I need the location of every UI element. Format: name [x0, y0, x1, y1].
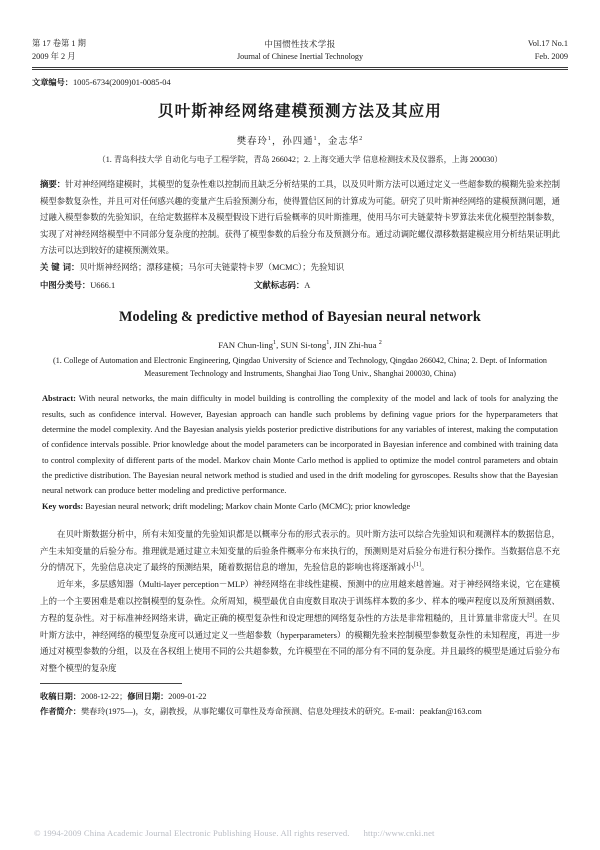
article-number-label: 文章编号：	[32, 77, 73, 88]
body-paragraph-1-tail: 。	[421, 562, 430, 573]
affiliation-cn: （1. 青岛科技大学 自动化与电子工程学院，青岛 266042；2. 上海交通大学 信息检测技术及仪器系，上海 200030）	[97, 155, 503, 165]
date-en: Feb. 2009	[534, 51, 568, 61]
journal-title-cn: 中国惯性技术学报	[264, 39, 336, 49]
author-en-2-affil-marker: 1	[326, 339, 330, 347]
masthead-right	[418, 38, 568, 64]
abstract-cn-label: 摘要：	[40, 179, 66, 190]
revised-date-label: 修回日期：	[127, 691, 169, 702]
clc-number	[40, 277, 254, 294]
author-cn-2-affil-marker: 1	[313, 135, 318, 143]
author-cn-1: 樊春玲	[236, 137, 268, 148]
abstract-en-label: Abstract:	[42, 394, 76, 404]
footnote-dates	[40, 689, 560, 704]
keywords-cn	[32, 259, 568, 276]
received-date-value: 2008-12-22；	[80, 692, 128, 702]
author-en-2: SUN Si-tong	[280, 340, 327, 351]
journal-title-en: Journal of Chinese Inertial Technology	[236, 52, 364, 62]
revised-date-value: 2009-01-22	[168, 692, 207, 702]
abstract-cn-text: 针对神经网络建模时，其模型的复杂性难以控制而且缺乏分析结果的工具，以及贝叶斯方法可以通过定义一些超参数的模糊先验来控制模型参数复杂性，并且可对任何感兴趣的变量产生后验预测分布，使得置信区间的计算成为可能。研究了贝叶斯神经网络的建模预测问题，通过融入模型参数的先验知识，在给定数据样本及模型假设下进行后验概率的贝叶斯推理，使用马尔可夫链蒙特卡罗算法来优化模型控制参数，实现了对神经网络模型中不同部分复杂度的控制。获得了模型参数的后验分布及预测分布。通过动调陀螺仪漂移数据建模应用分析结果证明此方法可以达到较好的建模预测效果。	[40, 180, 561, 255]
author-cn-1-affil-marker: 1	[267, 135, 272, 143]
keywords-en	[32, 499, 568, 514]
affiliation-en: (1. College of Automation and Electronic Engineering, Qingdao University of Science and Technology, Qingdao 266042, China; 2. Dept. of Information Measurement Technology and Instruments, Shanghai Jiao Tong Univ., Shanghai 200030, China)	[53, 356, 547, 379]
author-cn-3-affil-marker: 2	[359, 135, 364, 143]
masthead	[32, 38, 568, 67]
volume-issue-cn: 第 17 卷第 1 期	[32, 39, 86, 48]
author-en-3: JIN Zhi-hua	[333, 340, 379, 351]
keywords-en-label: Key words:	[42, 502, 84, 512]
abstract-en	[32, 391, 568, 498]
authors-en: FAN Chun-ling$^1$, SUN Si-tong$^1$, JIN Zhi-hua $^2$	[218, 339, 382, 351]
author-cn-2: 孙四通	[282, 137, 314, 148]
page-title-cn: 贝叶斯神经网络建模预测方法及其应用	[158, 102, 442, 121]
body-paragraph-2-text-b: 。在贝叶斯方法中，神经网络的模型复杂度可以通过定义一些超参数（hyperparameters）的模糊先验来控制模型参数复杂性的未知程度，再进一步通过对模型参数的分组，以及在各权组上使用不同的公共超参数，允许模型在不同的部分有不同的复杂度。并且最终的模型是通过后验分布对整个模型的复杂度	[40, 612, 560, 674]
document-code-value: A	[304, 280, 311, 290]
cnki-url[interactable]: http://www.cnki.net	[363, 828, 435, 838]
masthead-center	[182, 38, 418, 64]
author-bio-label: 作者简介：	[40, 706, 81, 717]
masthead-divider	[32, 67, 568, 71]
citation-ref-1: [1]	[414, 562, 422, 569]
date-cn: 2009 年 2 月	[32, 51, 76, 61]
body-paragraph-1-text: 在贝叶斯数据分析中，所有未知变量的先验知识都是以概率分布的形式表示的。贝叶斯方法可以综合先验知识和观测样本的数据信息，产生未知变量的后验分布。推理就是通过建立未知变量的后验条件概率分布来执行的，预测则是对后验分布进行积分操作。当数据信息不充分的情况下，先验信息决定了最终的预测结果，随着数据信息的增加，先验信息的影响也将逐渐减小	[40, 528, 560, 573]
article-number-value: 1005-6734(2009)01-0085-04	[72, 78, 171, 88]
masthead-left	[32, 38, 182, 64]
footnote-divider	[40, 683, 182, 684]
keywords-en-text: Bayesian neural network; drift modeling; Markov chain Monte Carlo (MCMC); prior knowledge	[83, 502, 411, 512]
document-code	[254, 277, 310, 294]
authors-cn: 樊春玲$^1$，孙四通$^1$，金志华$^2$	[236, 135, 364, 148]
body-paragraph-1	[40, 526, 560, 576]
body-paragraph-2	[40, 576, 560, 677]
clc-value: U666.1	[90, 280, 116, 290]
copyright-text: © 1994-2009 China Academic Journal Electronic Publishing House. All rights reserved.	[34, 828, 350, 838]
received-date-label: 收稿日期：	[40, 691, 81, 702]
volume-issue-en: Vol.17 No.1	[527, 39, 568, 48]
citation-ref-2: [2]	[527, 613, 535, 619]
keywords-cn-text: 贝叶斯神经网络；漂移建模；马尔可夫链蒙特卡罗（MCMC）；先验知识	[79, 263, 345, 273]
footnote-author-bio	[40, 704, 560, 719]
document-code-label: 文献标志码：	[254, 279, 305, 290]
abstract-cn	[32, 176, 568, 259]
classification-row	[32, 277, 568, 294]
page-title-en: Modeling & predictive method of Bayesian neural network	[119, 309, 481, 326]
body-paragraph-2-text-a: 近年来，多层感知器（Multi-layer perception－MLP）神经网络在非线性建模、预测中的应用越来越普遍。对于神经网络来说，它在建模上的一个主要困难是难以控制模型的复杂性。众所周知，模型最优自由度数目取决于训练样本数的多少、样本的噪声程度以及所预测函数、方程的复杂性。对于标准神经网络来讲，确定正确的模型复杂性和设定理想的网络复杂性的方法是非常粗糙的，且计算量非常庞大	[40, 579, 560, 623]
author-en-1: FAN Chun-ling	[218, 340, 274, 351]
article-number	[32, 77, 568, 88]
author-cn-3: 金志华	[328, 137, 360, 148]
keywords-cn-label: 关 键 词：	[40, 262, 80, 273]
author-en-1-affil-marker: 1	[273, 339, 277, 347]
body-text	[32, 526, 568, 677]
abstract-en-text: With neural networks, the main difficulty in model building is controlling the complexity of the model and lack of tools for analyzing the results, such as confidence interval. However, Bayesian approach can handle such problems by defining vague priors for the hyperparameters that determine the model complexity. And the Bayesian analysis yields posterior predictive distributions for any variables of interest, making the computation of confidence intervals possible. Prior knowledge about the model parameters can be incorporated in Bayesian inference and combined with training data to control complexity of different parts of the model. Markov chain Monte Carlo method is applied to optimize the model control parameters and obtain the predictive distribution. The Bayesian neural network method is studied and used in the drift modeling for gyroscopes. Results show that the Bayesian neural network can produce better modeling and predictive performance.	[42, 394, 558, 496]
copyright-bar	[0, 816, 600, 850]
author-bio-value: 樊春玲(1975—)，女，副教授，从事陀螺仪可靠性及寿命预测、信息处理技术的研究。E-mail：peakfan@163.com	[80, 707, 482, 717]
clc-label: 中图分类号：	[40, 279, 91, 290]
footnotes	[32, 689, 568, 719]
author-en-3-affil-marker: 2	[378, 339, 382, 347]
